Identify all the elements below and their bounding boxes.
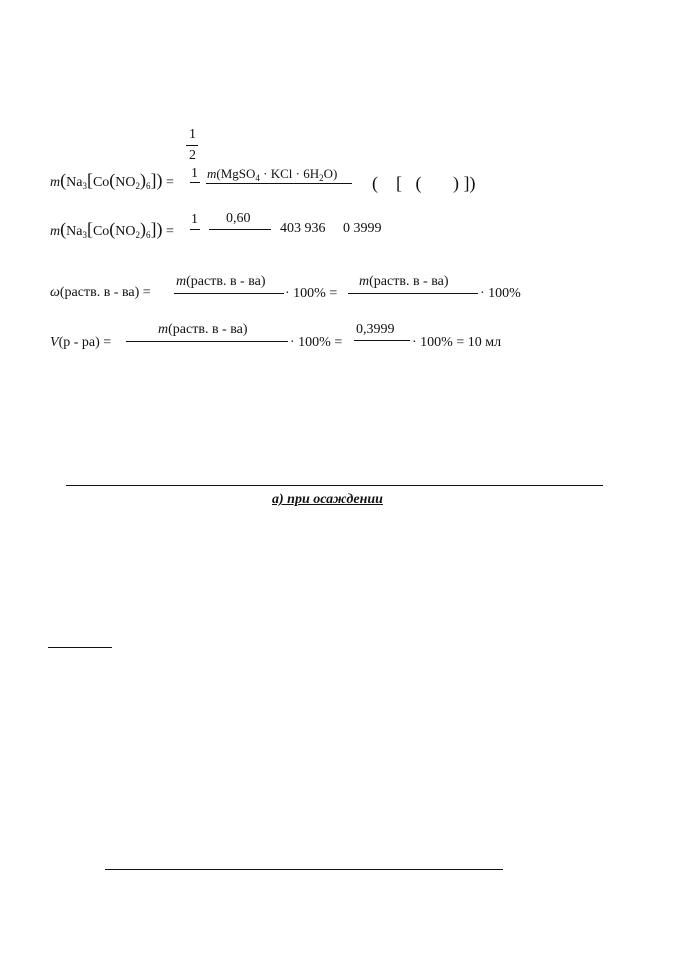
numerator-text: (раств. в - ва) (369, 274, 449, 289)
equation-3-lhs (50, 286, 151, 300)
equation-1-one: 1 (191, 166, 198, 181)
equation-4-lhs-text: (р - ра) = (58, 335, 112, 350)
mass-symbol: m (50, 224, 61, 239)
equation-3-mult-2: · 100% (480, 286, 521, 301)
equation-4-lhs (50, 336, 111, 350)
numerator-text: (раств. в - ва) (186, 274, 266, 289)
equation-4-numerator-2: 0,3999 (356, 322, 395, 337)
half-denominator: 2 (189, 148, 196, 163)
cobalt-label: Co (92, 224, 110, 239)
nitrite-label: NO (115, 175, 136, 190)
equation-2-numerator: 0,60 (226, 211, 251, 226)
rhs-sub2: 2 (319, 173, 324, 183)
cobalt-label: Co (92, 175, 110, 190)
equation-4-fraction-line-1 (126, 341, 288, 342)
rhs-formula-part3: O) (323, 166, 338, 181)
equation-3-fraction-line-2 (348, 293, 478, 294)
equation-3-fraction-line-1 (174, 293, 284, 294)
equation-2-short-line (190, 229, 200, 230)
equation-3-mult-1: · 100% = (285, 286, 338, 301)
equation-2-rest: 403 936 0 3999 (280, 221, 382, 236)
equation-1-lhs: $m(Na_3[Co(NO_2)_6])$ = (50, 170, 174, 191)
equation-4-fraction-line-2 (354, 340, 410, 341)
nitrite-subscript: 2 (135, 230, 141, 240)
six-subscript: 6 (146, 230, 151, 240)
equation-2-one: 1 (191, 212, 198, 227)
sodium-label: Na (66, 175, 83, 190)
sodium-subscript: 3 (82, 230, 87, 240)
section-caption: а) при осаждении (272, 492, 383, 507)
equation-2-fraction-line (209, 229, 271, 230)
sodium-subscript: 3 (82, 181, 87, 191)
bottom-rule (105, 869, 503, 870)
section-divider (66, 485, 603, 486)
equation-4-mult-2: · 100% = 10 мл (412, 335, 502, 350)
mass-symbol: m (158, 322, 169, 337)
rhs-mass-symbol: m (207, 166, 217, 181)
equation-2-lhs: $m(Na_3[Co(NO_2)_6])$ = (50, 219, 174, 240)
mass-symbol: m (50, 175, 61, 190)
equation-1-rhs (207, 166, 338, 183)
equals-sign: = (166, 175, 174, 190)
sodium-label: Na (66, 224, 83, 239)
equation-1-tail: ( [ ( ) ]) (372, 173, 476, 193)
mass-symbol: m (359, 274, 370, 289)
equation-3-numerator-1 (176, 275, 266, 289)
short-rule (48, 647, 112, 648)
volume-symbol: V (50, 335, 59, 350)
equation-3-numerator-2 (359, 275, 449, 289)
half-numerator: 1 (189, 127, 196, 142)
rhs-formula-part2: · KCl · 6H (263, 166, 320, 181)
six-subscript: 6 (146, 181, 151, 191)
half-fraction-line (186, 145, 198, 146)
equation-4-numerator (158, 323, 248, 337)
equation-1-rhs-line (206, 183, 352, 184)
mass-symbol: m (176, 274, 187, 289)
equals-sign: = (166, 224, 174, 239)
numerator-text: (раств. в - ва) (168, 322, 248, 337)
omega-symbol: ω (50, 285, 60, 300)
nitrite-label: NO (115, 224, 136, 239)
equation-4-mult-1: · 100% = (290, 335, 343, 350)
rhs-sub4: 4 (255, 173, 260, 183)
rhs-formula-part1: (MgSO (216, 166, 256, 181)
equation-3-lhs-text: (раств. в - ва) = (59, 285, 151, 300)
equation-1-short-line (190, 182, 200, 183)
nitrite-subscript: 2 (135, 181, 141, 191)
